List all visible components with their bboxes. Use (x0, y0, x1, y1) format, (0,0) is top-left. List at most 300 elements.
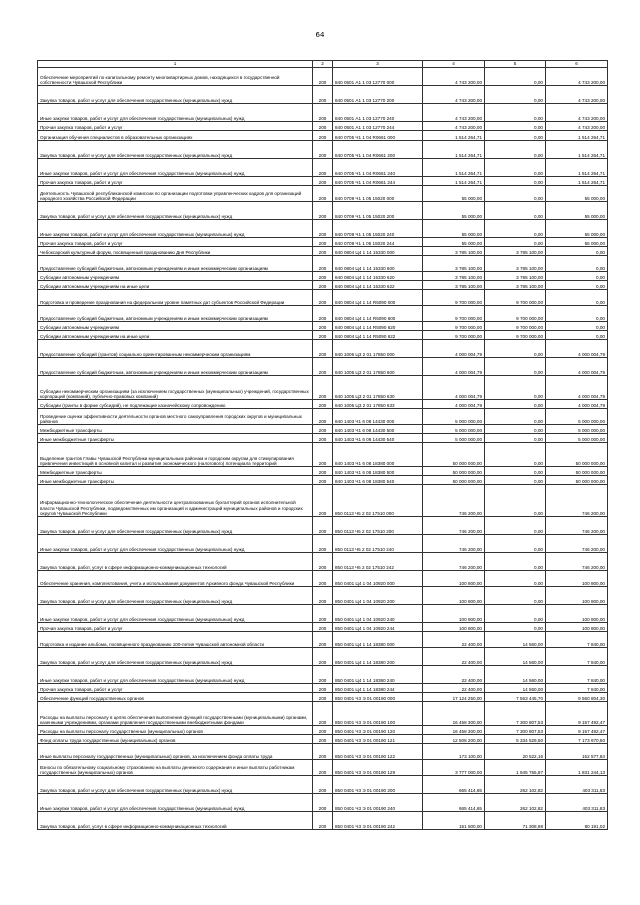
table-row (38, 86, 608, 104)
row-unexecuted-amount: 5 000 000,00 (546, 409, 608, 425)
table-row (38, 632, 608, 648)
row-executed-amount: 0,00 (485, 535, 546, 553)
row-line-code: 200 (313, 693, 333, 702)
row-executed-amount: 0,00 (485, 517, 546, 535)
row-executed-amount: 0,00 (485, 141, 546, 159)
row-budget-classification: 840 0501 А1 1 03 12770 200 (333, 86, 423, 104)
row-executed-amount: 0,00 (485, 476, 546, 485)
row-unexecuted-amount: 7 840,00 (546, 684, 608, 693)
row-item-name: Закупка товаров, работ и услуг для обеспечения государственных (муниципальных) нужд (38, 517, 313, 535)
table-body (38, 68, 608, 830)
row-approved-amount: 3 785 100,00 (423, 281, 485, 290)
row-approved-amount: 4 000 004,79 (423, 376, 485, 400)
row-line-code: 200 (313, 648, 333, 666)
row-approved-amount: 4 743 200,00 (423, 86, 485, 104)
row-budget-classification: 850 0401 Ч3 Э 01 00190 129 (333, 760, 423, 776)
row-executed-amount: 0,00 (485, 400, 546, 409)
row-executed-amount: 0,00 (485, 553, 546, 571)
row-item-name: Иные закупки товаров, работ и услуг для обеспечения государственных (муниципальных) нужд (38, 220, 313, 238)
row-item-name: Подготовка и издание альбома, посвященного празднованию 100-летия Чувашской автономной области (38, 632, 313, 648)
row-item-name: Прочая закупка товаров, работ и услуг (38, 623, 313, 632)
row-unexecuted-amount: 100 800,00 (546, 587, 608, 605)
row-executed-amount: 14 560,00 (485, 684, 546, 693)
row-budget-classification: 840 0804 Ц4 1 14 15330 600 (333, 256, 423, 272)
row-executed-amount: 0,00 (485, 425, 546, 434)
row-item-name: Прочая закупка товаров, работ и услуг (38, 122, 313, 131)
row-unexecuted-amount: 1 514 264,71 (546, 141, 608, 159)
row-unexecuted-amount: 4 743 200,00 (546, 122, 608, 131)
row-approved-amount: 50 000 000,00 (423, 467, 485, 476)
row-unexecuted-amount: 0,00 (546, 290, 608, 306)
row-approved-amount: 16 458 300,00 (423, 702, 485, 726)
row-unexecuted-amount: 746 200,00 (546, 535, 608, 553)
row-executed-amount: 0,00 (485, 159, 546, 177)
table-row (38, 735, 608, 744)
row-unexecuted-amount: 4 000 004,79 (546, 358, 608, 376)
row-approved-amount: 12 508 200,00 (423, 735, 485, 744)
row-line-code: 200 (313, 159, 333, 177)
row-approved-amount: 3 777 000,00 (423, 760, 485, 776)
row-item-name: Межбюджетные трансферты (38, 425, 313, 434)
row-approved-amount: 50 000 000,00 (423, 443, 485, 467)
row-executed-amount: 0,00 (485, 202, 546, 220)
row-executed-amount: 9 700 000,00 (485, 331, 546, 340)
row-budget-classification: 850 0401 Ц4 1 14 18380 200 (333, 648, 423, 666)
table-row (38, 159, 608, 177)
row-unexecuted-amount: 9 560 804,30 (546, 693, 608, 702)
row-approved-amount: 16 458 300,00 (423, 726, 485, 735)
row-line-code: 200 (313, 322, 333, 331)
row-approved-amount: 1 514 264,71 (423, 131, 485, 141)
row-unexecuted-amount: 50 000 000,00 (546, 476, 608, 485)
row-executed-amount: 262 102,82 (485, 794, 546, 812)
row-executed-amount: 0,00 (485, 186, 546, 202)
row-line-code: 200 (313, 794, 333, 812)
table-row (38, 306, 608, 322)
table-row (38, 812, 608, 830)
row-budget-classification: 850 0113 Ч5 2 02 17510 200 (333, 517, 423, 535)
row-unexecuted-amount: 55 000,00 (546, 238, 608, 247)
row-item-name: Предоставление субсидий бюджетным, автономным учреждениям и иным некоммерческим организациям (38, 256, 313, 272)
row-line-code: 200 (313, 517, 333, 535)
row-approved-amount: 9 700 000,00 (423, 322, 485, 331)
row-executed-amount: 262 102,82 (485, 776, 546, 794)
row-budget-classification: 850 0401 Ц4 1 14 18380 240 (333, 666, 423, 684)
row-budget-classification: 850 0401 Ц4 1 14 18380 000 (333, 632, 423, 648)
row-approved-amount: 22 400,00 (423, 648, 485, 666)
row-executed-amount: 0,00 (485, 409, 546, 425)
row-approved-amount: 3 785 100,00 (423, 272, 485, 281)
row-executed-amount: 0,00 (485, 623, 546, 632)
row-line-code: 200 (313, 272, 333, 281)
row-budget-classification: 840 1006 Ц3 2 01 17850 633 (333, 400, 423, 409)
row-unexecuted-amount: 55 000,00 (546, 202, 608, 220)
row-unexecuted-amount: 0,00 (546, 331, 608, 340)
row-approved-amount: 22 400,00 (423, 632, 485, 648)
table-row (38, 131, 608, 141)
row-item-name: Проведение оценки эффективности деятельности органов местного самоуправления городских округов и муниципальных районов (38, 409, 313, 425)
table-row (38, 794, 608, 812)
row-line-code: 200 (313, 247, 333, 256)
row-line-code: 200 (313, 409, 333, 425)
row-line-code: 200 (313, 376, 333, 400)
table-row (38, 535, 608, 553)
row-unexecuted-amount: 746 200,00 (546, 553, 608, 571)
row-line-code: 200 (313, 535, 333, 553)
row-executed-amount: 0,00 (485, 358, 546, 376)
row-budget-classification: 840 0804 Ц4 1 14 15330 000 (333, 247, 423, 256)
row-approved-amount: 4 000 004,79 (423, 400, 485, 409)
row-line-code: 200 (313, 202, 333, 220)
row-unexecuted-amount: 403 311,83 (546, 776, 608, 794)
row-unexecuted-amount: 9 157 492,47 (546, 726, 608, 735)
row-unexecuted-amount: 7 840,00 (546, 648, 608, 666)
table-row (38, 358, 608, 376)
table-row (38, 443, 608, 467)
row-executed-amount: 9 700 000,00 (485, 322, 546, 331)
row-item-name: Закупка товаров, работ и услуг для обеспечения государственных (муниципальных) нужд (38, 776, 313, 794)
row-budget-classification: 840 0804 Ц4 1 14 R5090 622 (333, 331, 423, 340)
row-item-name: Выделение грантов Главы Чувашской Республики муниципальным районам и городским округам для стимулирования привлечения инвестиций в основной капитал и развития экономического (налогового) потенциала территорий (38, 443, 313, 467)
row-budget-classification: 840 1403 Ч1 6 08 18380 000 (333, 443, 423, 467)
row-line-code: 200 (313, 553, 333, 571)
row-budget-classification: 850 0401 Ц4 1 04 10920 000 (333, 571, 423, 587)
row-unexecuted-amount: 4 000 004,79 (546, 400, 608, 409)
table-row (38, 104, 608, 122)
row-approved-amount: 100 800,00 (423, 605, 485, 623)
row-item-name: Предоставление субсидий бюджетным, автономным учреждениям и иным некоммерческим организациям (38, 358, 313, 376)
row-item-name: Обеспечение мероприятий по капитальному ремонту многоквартирных домов, находящихся в государственной собственности Чувашской Республики (38, 68, 313, 86)
column-header-5: 5 (485, 61, 546, 68)
column-header-1: 1 (38, 61, 313, 68)
row-budget-classification: 840 0501 А1 1 03 12770 000 (333, 68, 423, 86)
row-unexecuted-amount: 4 000 004,79 (546, 340, 608, 358)
row-line-code: 200 (313, 605, 333, 623)
table-row (38, 648, 608, 666)
row-unexecuted-amount: 55 000,00 (546, 220, 608, 238)
table-row (38, 202, 608, 220)
row-unexecuted-amount: 50 000 000,00 (546, 467, 608, 476)
row-approved-amount: 22 400,00 (423, 666, 485, 684)
row-item-name: Субсидии автономным учреждениям на иные цели (38, 331, 313, 340)
row-budget-classification: 840 0709 Ч1 1 05 15020 244 (333, 238, 423, 247)
row-item-name: Иные закупки товаров, работ и услуг для обеспечения государственных (муниципальных) нужд (38, 794, 313, 812)
row-unexecuted-amount: 5 000 000,00 (546, 434, 608, 443)
row-budget-classification: 840 0705 Ч1 1 04 R0661 200 (333, 141, 423, 159)
row-approved-amount: 9 700 000,00 (423, 306, 485, 322)
row-executed-amount: 0,00 (485, 122, 546, 131)
row-item-name: Иные закупки товаров, работ и услуг для обеспечения государственных (муниципальных) нужд (38, 159, 313, 177)
row-line-code: 200 (313, 434, 333, 443)
row-line-code: 200 (313, 632, 333, 648)
row-item-name: Закупка товаров, работ и услуг для обеспечения государственных (муниципальных) нужд (38, 202, 313, 220)
row-line-code: 200 (313, 340, 333, 358)
row-budget-classification: 840 1403 Ч1 6 08 14430 000 (333, 409, 423, 425)
row-item-name: Фонд оплаты труда государственных (муниципальных) органов (38, 735, 313, 744)
row-line-code: 200 (313, 726, 333, 735)
table-row (38, 376, 608, 400)
row-item-name: Закупка товаров, работ и услуг для обеспечения государственных (муниципальных) нужд (38, 587, 313, 605)
table-row (38, 553, 608, 571)
row-line-code: 200 (313, 400, 333, 409)
row-line-code: 200 (313, 587, 333, 605)
row-executed-amount: 0,00 (485, 376, 546, 400)
table-row (38, 238, 608, 247)
row-executed-amount: 3 785 100,00 (485, 272, 546, 281)
table-row (38, 605, 608, 623)
row-unexecuted-amount: 4 743 200,00 (546, 86, 608, 104)
row-executed-amount: 0,00 (485, 340, 546, 358)
row-item-name: Закупка товаров, работ, услуг в сфере информационно-коммуникационных технологий (38, 553, 313, 571)
column-header-4: 4 (423, 61, 485, 68)
row-approved-amount: 1 514 264,71 (423, 141, 485, 159)
row-unexecuted-amount: 50 000 000,00 (546, 443, 608, 467)
row-line-code: 200 (313, 331, 333, 340)
row-unexecuted-amount: 0,00 (546, 272, 608, 281)
row-approved-amount: 5 000 000,00 (423, 409, 485, 425)
row-executed-amount: 0,00 (485, 485, 546, 517)
table-row (38, 186, 608, 202)
row-budget-classification: 850 0401 Ц4 1 04 10920 200 (333, 587, 423, 605)
row-item-name: Прочая закупка товаров, работ и услуг (38, 684, 313, 693)
row-executed-amount: 0,00 (485, 238, 546, 247)
row-executed-amount: 0,00 (485, 68, 546, 86)
row-unexecuted-amount: 100 800,00 (546, 605, 608, 623)
budget-execution-table (37, 60, 608, 830)
row-unexecuted-amount: 1 514 264,71 (546, 159, 608, 177)
row-item-name: Субсидии некоммерческим организациям (за исключением государственных (муниципальных) учреждений, государственных корпораций (компаний), публично-правовых компаний) (38, 376, 313, 400)
table-row (38, 587, 608, 605)
row-unexecuted-amount: 0,00 (546, 281, 608, 290)
row-approved-amount: 4 743 200,00 (423, 68, 485, 86)
row-approved-amount: 3 785 100,00 (423, 256, 485, 272)
row-approved-amount: 746 200,00 (423, 535, 485, 553)
table-row (38, 744, 608, 760)
row-budget-classification: 840 1006 Ц3 2 01 17850 630 (333, 376, 423, 400)
row-item-name: Организация обучения специалистов в образовательных организациях (38, 131, 313, 141)
table-row (38, 693, 608, 702)
table-row (38, 400, 608, 409)
row-line-code: 200 (313, 177, 333, 186)
row-item-name: Иные закупки товаров, работ и услуг для обеспечения государственных (муниципальных) нужд (38, 535, 313, 553)
row-budget-classification: 840 0705 Ч1 1 04 R0661 000 (333, 131, 423, 141)
table-row (38, 684, 608, 693)
row-approved-amount: 55 000,00 (423, 202, 485, 220)
row-item-name: Информационно-технологическое обеспечение деятельности централизованных бухгалтерий органов исполнительной власти Чувашской Республики, подведомственных им организаций и администраций муниципальных районов и городских округов Чувашской Республики (38, 485, 313, 517)
row-item-name: Подготовка и проведение празднования на федеральном уровне памятных дат субъектов Российской Федерации (38, 290, 313, 306)
row-approved-amount: 173 100,00 (423, 744, 485, 760)
row-unexecuted-amount: 1 514 264,71 (546, 131, 608, 141)
row-item-name: Взносы по обязательному социальному страхованию на выплаты денежного содержания и иные выплаты работникам государственных (муниципальных) органов (38, 760, 313, 776)
row-line-code: 200 (313, 131, 333, 141)
row-line-code: 200 (313, 760, 333, 776)
row-line-code: 200 (313, 186, 333, 202)
row-budget-classification: 840 0709 Ч1 1 05 15020 000 (333, 186, 423, 202)
row-approved-amount: 4 000 004,79 (423, 358, 485, 376)
row-item-name: Субсидии автономным учреждениям на иные цели (38, 281, 313, 290)
row-approved-amount: 9 700 000,00 (423, 331, 485, 340)
row-approved-amount: 665 414,65 (423, 794, 485, 812)
row-line-code: 200 (313, 467, 333, 476)
row-budget-classification: 840 0501 А1 1 03 12770 240 (333, 104, 423, 122)
row-unexecuted-amount: 100 800,00 (546, 571, 608, 587)
row-item-name: Закупка товаров, работ и услуг для обеспечения государственных (муниципальных) нужд (38, 86, 313, 104)
row-line-code: 200 (313, 358, 333, 376)
row-unexecuted-amount: 5 000 000,00 (546, 425, 608, 434)
row-executed-amount: 0,00 (485, 131, 546, 141)
row-budget-classification: 840 1403 Ч1 6 08 18380 540 (333, 476, 423, 485)
row-line-code: 200 (313, 306, 333, 322)
row-line-code: 200 (313, 735, 333, 744)
row-item-name: Иные межбюджетные трансферты (38, 434, 313, 443)
table-row (38, 702, 608, 726)
row-executed-amount: 14 560,00 (485, 648, 546, 666)
row-approved-amount: 4 743 200,00 (423, 104, 485, 122)
row-unexecuted-amount: 0,00 (546, 247, 608, 256)
row-approved-amount: 55 000,00 (423, 238, 485, 247)
row-budget-classification: 850 0113 Ч5 2 02 17510 242 (333, 553, 423, 571)
table-row (38, 290, 608, 306)
row-executed-amount: 0,00 (485, 104, 546, 122)
row-executed-amount: 7 300 807,53 (485, 702, 546, 726)
row-item-name: Обеспечение хранения, комплектования, учета и использования документов Архивного фонда Чувашской Республики (38, 571, 313, 587)
row-line-code: 200 (313, 744, 333, 760)
row-approved-amount: 151 500,00 (423, 812, 485, 830)
row-approved-amount: 5 000 000,00 (423, 434, 485, 443)
row-budget-classification: 850 0401 Ч3 Э 01 00190 000 (333, 693, 423, 702)
row-line-code: 200 (313, 623, 333, 632)
row-approved-amount: 5 000 000,00 (423, 425, 485, 434)
row-approved-amount: 100 800,00 (423, 587, 485, 605)
row-executed-amount: 14 560,00 (485, 666, 546, 684)
row-unexecuted-amount: 9 157 492,47 (546, 702, 608, 726)
row-executed-amount: 0,00 (485, 571, 546, 587)
row-budget-classification: 850 0401 Ч3 Э 01 00190 120 (333, 726, 423, 735)
row-item-name: Расходы на выплаты персоналу в целях обеспечения выполнения функций государственными (муниципальными) органами, казенными учреждениями, органами управления государственными внебюджетными фондами (38, 702, 313, 726)
row-executed-amount: 0,00 (485, 443, 546, 467)
row-unexecuted-amount: 55 000,00 (546, 186, 608, 202)
row-budget-classification: 840 1403 Ч1 6 08 14430 540 (333, 434, 423, 443)
row-line-code: 200 (313, 256, 333, 272)
row-approved-amount: 100 800,00 (423, 623, 485, 632)
row-item-name: Деятельность Чувашской республиканской комиссии по организации подготовки управленческих кадров для организаций народного хозяйства Российской Федерации (38, 186, 313, 202)
row-budget-classification: 850 0113 Ч5 2 02 17510 240 (333, 535, 423, 553)
row-budget-classification: 840 0804 Ц4 1 14 15330 622 (333, 281, 423, 290)
row-line-code: 200 (313, 141, 333, 159)
row-unexecuted-amount: 746 200,00 (546, 485, 608, 517)
row-budget-classification: 840 0709 Ч1 1 05 15020 200 (333, 202, 423, 220)
row-executed-amount: 0,00 (485, 587, 546, 605)
row-item-name: Обеспечение функций государственных органов (38, 693, 313, 702)
row-budget-classification: 850 0401 Ч3 Э 01 00190 240 (333, 794, 423, 812)
row-budget-classification: 840 0501 А1 1 03 12770 244 (333, 122, 423, 131)
row-line-code: 200 (313, 684, 333, 693)
row-unexecuted-amount: 152 577,84 (546, 744, 608, 760)
row-unexecuted-amount: 7 840,00 (546, 632, 608, 648)
row-line-code: 200 (313, 290, 333, 306)
table-row (38, 485, 608, 517)
row-executed-amount: 0,00 (485, 605, 546, 623)
row-item-name: Субсидии автономным учреждениям (38, 322, 313, 331)
table-row (38, 726, 608, 735)
row-approved-amount: 100 800,00 (423, 571, 485, 587)
row-approved-amount: 746 200,00 (423, 553, 485, 571)
row-approved-amount: 746 200,00 (423, 485, 485, 517)
row-line-code: 200 (313, 443, 333, 467)
table-row (38, 340, 608, 358)
row-approved-amount: 17 124 250,00 (423, 693, 485, 702)
table-row (38, 272, 608, 281)
row-unexecuted-amount: 1 831 244,13 (546, 760, 608, 776)
row-executed-amount: 9 700 000,00 (485, 306, 546, 322)
row-approved-amount: 55 000,00 (423, 186, 485, 202)
row-budget-classification: 850 0401 Ч3 Э 01 00190 100 (333, 702, 423, 726)
row-item-name: Субсидии автономным учреждениям (38, 272, 313, 281)
row-budget-classification: 850 0401 Ч3 Э 01 00190 121 (333, 735, 423, 744)
table-row (38, 467, 608, 476)
row-unexecuted-amount: 80 191,02 (546, 812, 608, 830)
row-executed-amount: 0,00 (485, 177, 546, 186)
row-budget-classification: 840 0705 Ч1 1 04 R0661 244 (333, 177, 423, 186)
row-approved-amount: 50 000 000,00 (423, 476, 485, 485)
row-budget-classification: 850 0401 Ч3 Э 01 00190 200 (333, 776, 423, 794)
row-line-code: 200 (313, 702, 333, 726)
table-row (38, 517, 608, 535)
row-line-code: 200 (313, 425, 333, 434)
row-item-name: Закупка товаров, работ и услуг для обеспечения государственных (муниципальных) нужд (38, 648, 313, 666)
row-unexecuted-amount: 0,00 (546, 306, 608, 322)
row-approved-amount: 665 414,65 (423, 776, 485, 794)
row-item-name: Чебоксарский культурный форум, посвященный празднованию Дня Республики (38, 247, 313, 256)
row-budget-classification: 840 0709 Ч1 1 05 15020 240 (333, 220, 423, 238)
row-item-name: Закупка товаров, работ и услуг для обеспечения государственных (муниципальных) нужд (38, 141, 313, 159)
row-approved-amount: 1 514 264,71 (423, 159, 485, 177)
row-item-name: Иные закупки товаров, работ и услуг для обеспечения государственных (муниципальных) нужд (38, 605, 313, 623)
row-executed-amount: 7 563 445,70 (485, 693, 546, 702)
column-header-3: 3 (333, 61, 423, 68)
row-budget-classification: 840 1006 Ц3 2 01 17850 000 (333, 340, 423, 358)
row-unexecuted-amount: 746 200,00 (546, 517, 608, 535)
row-item-name: Межбюджетные трансферты (38, 467, 313, 476)
table-row (38, 666, 608, 684)
row-budget-classification: 850 0401 Ц4 1 04 10920 240 (333, 605, 423, 623)
row-line-code: 200 (313, 68, 333, 86)
table-row (38, 476, 608, 485)
column-header-2: 2 (313, 61, 333, 68)
row-line-code: 200 (313, 122, 333, 131)
row-budget-classification: 840 1006 Ц3 2 01 17850 600 (333, 358, 423, 376)
row-executed-amount: 0,00 (485, 86, 546, 104)
row-line-code: 200 (313, 220, 333, 238)
row-line-code: 200 (313, 104, 333, 122)
table-row (38, 571, 608, 587)
table-row (38, 331, 608, 340)
row-line-code: 200 (313, 281, 333, 290)
column-number-row (38, 61, 608, 68)
row-item-name: Предоставление субсидий (грантов) социально ориентированным некоммерческим организациям (38, 340, 313, 358)
row-budget-classification: 850 0401 Ц4 1 14 18380 244 (333, 684, 423, 693)
row-line-code: 200 (313, 485, 333, 517)
row-budget-classification: 840 0804 Ц4 1 14 R5090 000 (333, 290, 423, 306)
row-unexecuted-amount: 4 000 004,79 (546, 376, 608, 400)
row-executed-amount: 14 560,00 (485, 632, 546, 648)
table-row (38, 68, 608, 86)
row-item-name: Иные закупки товаров, работ и услуг для обеспечения государственных (муниципальных) нужд (38, 666, 313, 684)
table-row (38, 247, 608, 256)
table-row (38, 141, 608, 159)
row-item-name: Прочая закупка товаров, работ и услуг (38, 238, 313, 247)
table-row (38, 322, 608, 331)
